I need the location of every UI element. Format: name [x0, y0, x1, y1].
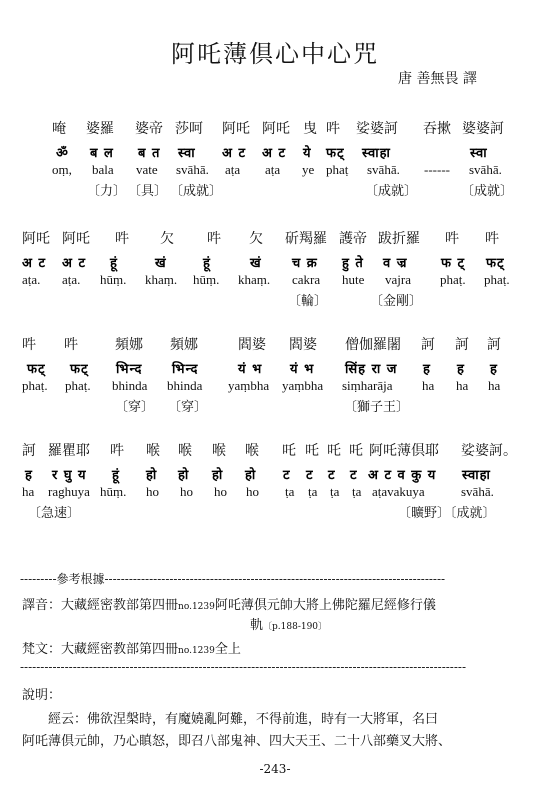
romanization: khaṃ.: [238, 272, 271, 287]
romanization: svāhā.: [367, 162, 400, 177]
romanization: vajra: [385, 272, 411, 287]
chinese-syllable: 羅瞿耶: [48, 443, 90, 459]
siddham-syllable: ह: [25, 468, 33, 483]
gloss-annotation: 〔輪〕: [288, 294, 328, 309]
chinese-syllable: 吽: [445, 231, 459, 247]
romanization: aṭavakuya: [372, 484, 425, 499]
gloss-annotation: 〔成就〕: [170, 184, 223, 199]
romanization: siṃharāja: [342, 378, 393, 393]
siddham-syllable: ह: [457, 362, 465, 377]
siddham-syllable: हो: [146, 468, 158, 483]
reference-line-1: [22, 594, 436, 613]
romanization: hūṃ.: [100, 272, 127, 287]
reference-sutra-title: 阿吒薄倶元帥大將上佛陀羅尼經修行儀: [214, 598, 436, 613]
siddham-syllable: ट: [328, 468, 336, 483]
chinese-syllable: 婆羅: [86, 121, 114, 137]
romanization: hūṃ.: [100, 484, 127, 499]
siddham-syllable: स्वाहा: [462, 468, 491, 483]
reference-sutra-title-end: 軌: [250, 618, 264, 633]
reference-source-2: 大藏經密教部第四冊: [61, 642, 179, 657]
reference-line-3: [22, 638, 241, 657]
chinese-syllable: 娑婆訶。: [461, 443, 517, 459]
romanization: yaṃbha: [228, 378, 270, 393]
siddham-syllable: सिंह रा ज: [345, 362, 398, 377]
gloss-annotation: 〔穿〕: [168, 400, 208, 415]
siddham-syllable: ट: [306, 468, 314, 483]
siddham-syllable: भिन्द: [116, 362, 143, 377]
romanization: ------: [424, 162, 450, 177]
reference-line-2: [250, 614, 327, 633]
chinese-syllable: 阿吒: [62, 231, 90, 247]
chinese-syllable: 婆帝: [135, 121, 163, 137]
siddham-syllable: हूं: [203, 256, 211, 271]
chinese-syllable: 跋折羅: [378, 231, 420, 247]
chinese-syllable: 吽: [485, 231, 499, 247]
chinese-syllable: 吽: [326, 121, 340, 137]
romanization: aṭa.: [22, 272, 41, 287]
chinese-syllable: 欠: [160, 231, 174, 247]
gloss-annotation: 〔力〕: [87, 184, 127, 199]
chinese-syllable: 訶: [487, 337, 501, 353]
chinese-syllable: 頻娜: [170, 337, 198, 353]
romanization: phaṭ: [326, 162, 349, 177]
siddham-syllable: अ ट: [62, 256, 87, 271]
reference-label-transliteration: 譯音：: [22, 598, 62, 613]
siddham-syllable: हूं: [112, 468, 120, 483]
chinese-syllable: 欠: [249, 231, 263, 247]
siddham-syllable: फट्: [486, 256, 505, 271]
attribution: 唐 善無畏 譯: [398, 71, 477, 87]
siddham-syllable: स्वाहा: [362, 146, 391, 161]
chinese-syllable: 吒: [305, 443, 319, 459]
siddham-syllable: फ ट्: [441, 256, 466, 271]
siddham-syllable: ब ल: [90, 146, 114, 161]
reference-pages: 〔p.188-190〕: [263, 622, 328, 632]
siddham-syllable: खं: [155, 256, 167, 271]
gloss-annotation: 〔成就〕: [461, 184, 514, 199]
chinese-syllable: 訶: [455, 337, 469, 353]
chinese-syllable: 訶: [421, 337, 435, 353]
romanization: raghuya: [48, 484, 90, 499]
siddham-syllable: ॐ: [56, 146, 69, 161]
explanation-line-1: 經云：佛欲涅槃時，有魔嬈亂阿難，不得前進，時有一大將軍，名曰: [48, 712, 439, 727]
romanization: ṭa: [285, 484, 295, 499]
romanization: svāhā.: [176, 162, 209, 177]
siddham-syllable: र घु य: [52, 468, 87, 483]
chinese-syllable: 吽: [110, 443, 124, 459]
chinese-syllable: 僧伽羅闍: [345, 337, 401, 353]
siddham-syllable: अ ट: [262, 146, 287, 161]
romanization: khaṃ.: [145, 272, 178, 287]
chinese-syllable: 娑婆訶: [356, 121, 398, 137]
siddham-syllable: ये: [303, 146, 312, 161]
chinese-syllable: 阿吒: [22, 231, 50, 247]
siddham-syllable: यं भ: [290, 362, 315, 377]
chinese-syllable: 吽: [207, 231, 221, 247]
siddham-syllable: व ज्र: [383, 256, 408, 271]
siddham-syllable: खं: [250, 256, 262, 271]
chinese-syllable: 吒: [327, 443, 341, 459]
chinese-syllable: 唵: [52, 121, 66, 137]
romanization: ha: [456, 378, 469, 393]
gloss-annotation: 〔獅子王〕: [344, 400, 410, 415]
romanization: ha: [22, 484, 35, 499]
chinese-syllable: 護帝: [339, 231, 367, 247]
chinese-syllable: 斫羯羅: [285, 231, 327, 247]
chinese-syllable: 吽: [64, 337, 78, 353]
siddham-syllable: हो: [245, 468, 257, 483]
siddham-syllable: अ ट: [222, 146, 247, 161]
reference-header: ---------參考根據------------------------------------------------------------------------------------: [20, 572, 446, 586]
chinese-syllable: 阿吒薄倶耶: [369, 443, 439, 459]
siddham-syllable: च क्र: [292, 256, 318, 271]
romanization: yaṃbha: [282, 378, 324, 393]
romanization: vate: [136, 162, 158, 177]
romanization: aṭa: [225, 162, 241, 177]
chinese-syllable: 喉: [146, 443, 160, 459]
gloss-annotation: 〔曠野〕〔成就〕: [398, 506, 496, 521]
reference-source: 大藏經密教部第四冊: [61, 598, 179, 613]
chinese-syllable: 吽: [115, 231, 129, 247]
romanization: phaṭ.: [22, 378, 48, 393]
chinese-syllable: 訶: [22, 443, 36, 459]
siddham-syllable: ब त: [138, 146, 161, 161]
reference-label-sanskrit: 梵文：: [22, 642, 62, 657]
chinese-syllable: 吒: [349, 443, 363, 459]
chinese-syllable: 喉: [178, 443, 192, 459]
explanation-line-2: 阿吒薄倶元帥，乃心瞋怒，即召八部鬼神、四大天王、二十八部藥叉大將、: [22, 734, 452, 749]
siddham-syllable: ट: [350, 468, 358, 483]
chinese-syllable: 吒: [282, 443, 296, 459]
siddham-syllable: भिन्द: [172, 362, 199, 377]
page-title: 阿吒薄倶心中心咒: [171, 40, 379, 68]
siddham-syllable: हो: [178, 468, 190, 483]
siddham-syllable: हो: [212, 468, 224, 483]
gloss-annotation: 〔成就〕: [365, 184, 418, 199]
chinese-syllable: 吞摗: [423, 121, 451, 137]
romanization: oṃ,: [52, 162, 72, 177]
page-number: -243-: [259, 762, 291, 776]
siddham-syllable: ह: [423, 362, 431, 377]
chinese-syllable: 婆婆訶: [462, 121, 504, 137]
siddham-syllable: फट्: [27, 362, 46, 377]
siddham-syllable: स्वा: [470, 146, 488, 161]
romanization: ho: [180, 484, 193, 499]
gloss-annotation: 〔具〕: [128, 184, 168, 199]
section-divider: --------------------------------------------------------------------------------------------------------------: [20, 660, 467, 674]
chinese-syllable: 阿吒: [222, 121, 250, 137]
romanization: ho: [246, 484, 259, 499]
chinese-syllable: 閻婆: [289, 337, 317, 353]
chinese-syllable: 喉: [245, 443, 259, 459]
romanization: ye: [302, 162, 315, 177]
romanization: ṭa: [330, 484, 340, 499]
siddham-syllable: यं भ: [238, 362, 263, 377]
reference-number: no.1239: [178, 602, 215, 612]
romanization: svāhā.: [461, 484, 494, 499]
explanation-heading: 說明：: [22, 688, 62, 703]
romanization: cakra: [292, 272, 321, 287]
romanization: hute: [342, 272, 365, 287]
romanization: bhinda: [112, 378, 148, 393]
gloss-annotation: 〔金剛〕: [370, 294, 423, 309]
romanization: bala: [92, 162, 114, 177]
romanization: ṭa: [308, 484, 318, 499]
chinese-syllable: 頻娜: [115, 337, 143, 353]
romanization: phaṭ.: [484, 272, 510, 287]
siddham-syllable: फट्: [70, 362, 89, 377]
romanization: hūṃ.: [193, 272, 220, 287]
chinese-syllable: 吽: [22, 337, 36, 353]
gloss-annotation: 〔穿〕: [115, 400, 155, 415]
romanization: ha: [422, 378, 435, 393]
siddham-syllable: ह: [490, 362, 498, 377]
chinese-syllable: 莎呵: [175, 121, 203, 137]
siddham-syllable: हु ते: [342, 256, 364, 271]
siddham-syllable: हूं: [110, 256, 118, 271]
chinese-syllable: 喉: [212, 443, 226, 459]
siddham-syllable: ट: [283, 468, 291, 483]
siddham-syllable: अ ट व कु य: [368, 468, 437, 483]
reference-same: 全上: [214, 642, 241, 657]
siddham-syllable: स्वा: [178, 146, 196, 161]
gloss-annotation: 〔急速〕: [28, 506, 81, 521]
romanization: aṭa.: [62, 272, 81, 287]
romanization: phaṭ.: [65, 378, 91, 393]
romanization: bhinda: [167, 378, 203, 393]
siddham-syllable: फट्: [326, 146, 345, 161]
chinese-syllable: 閻婆: [238, 337, 266, 353]
romanization: ha: [488, 378, 501, 393]
chinese-syllable: 曳: [303, 121, 317, 137]
romanization: ṭa: [352, 484, 362, 499]
romanization: ho: [214, 484, 227, 499]
reference-number-2: no.1239: [178, 646, 215, 656]
siddham-syllable: अ ट: [22, 256, 47, 271]
romanization: svāhā.: [469, 162, 502, 177]
romanization: aṭa: [265, 162, 281, 177]
romanization: phaṭ.: [440, 272, 466, 287]
chinese-syllable: 阿吒: [262, 121, 290, 137]
romanization: ho: [146, 484, 159, 499]
